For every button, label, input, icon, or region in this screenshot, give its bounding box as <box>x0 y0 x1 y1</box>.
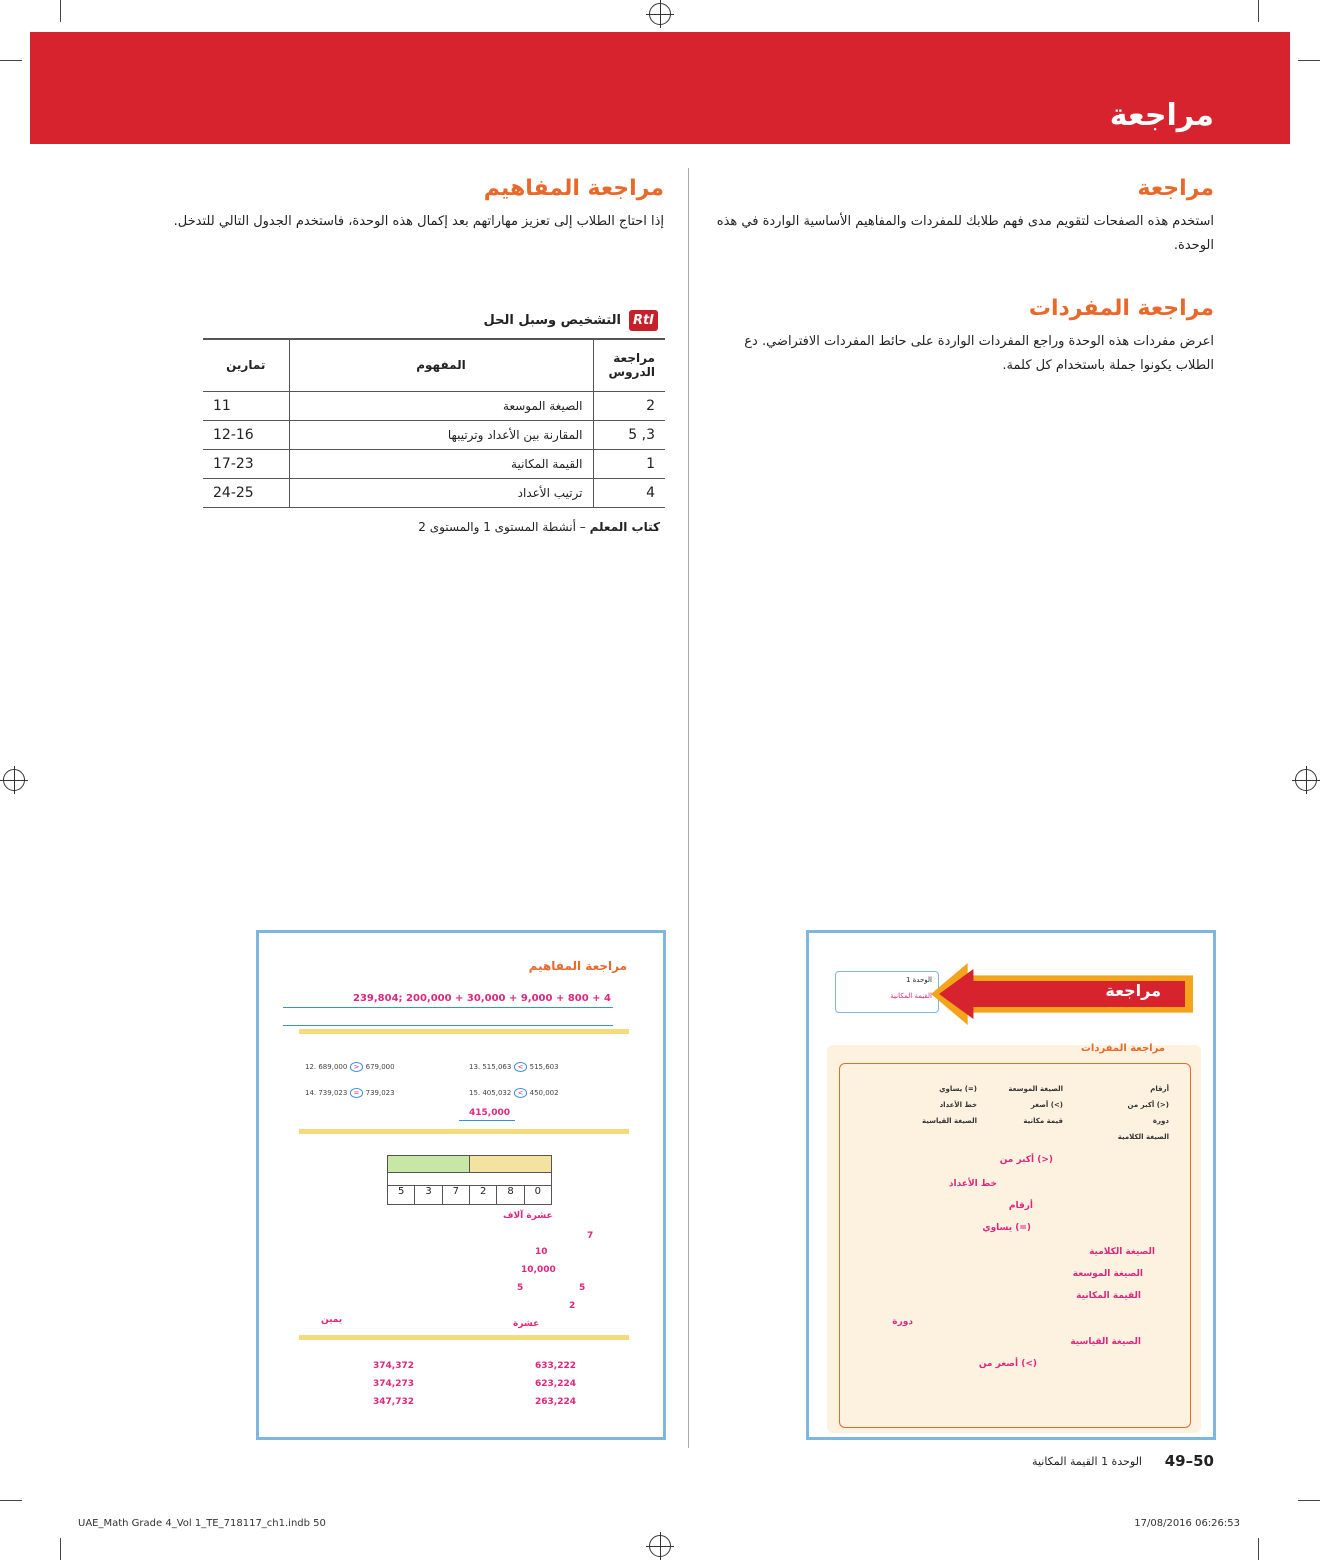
header-lessons: مراجعة الدروس <box>593 339 665 391</box>
vocab-answer: أكبر من (>) <box>999 1155 1053 1165</box>
q12: 12. 689,000 > 679,000 <box>305 1063 395 1071</box>
table-row <box>203 420 665 449</box>
cell-exercises: 12-16 <box>203 420 289 449</box>
registration-mark-icon <box>649 1535 671 1557</box>
header-banner <box>30 32 1290 144</box>
cmp-answer: > <box>350 1062 364 1072</box>
bank-word: أكبر من (>) <box>1127 1101 1169 1109</box>
q13: 13. 515,063 < 515,603 <box>469 1063 559 1071</box>
unit-tag <box>835 971 939 1013</box>
rti-logo: RtI <box>629 310 658 331</box>
bank-word: قيمة مكانية <box>1023 1117 1063 1125</box>
cell-lesson: 2 <box>593 391 665 420</box>
pv-answer: عشرة <box>513 1319 540 1329</box>
cmp-answer: < <box>514 1088 528 1098</box>
cell-exercises: 17-23 <box>203 449 289 478</box>
table-row <box>203 449 665 478</box>
slug-timestamp: 17/08/2016 06:26:53 <box>1134 1518 1240 1529</box>
concept-review-heading: مراجعة المفاهيم <box>483 176 664 201</box>
order25-answer: 623,224 <box>535 1379 576 1389</box>
pv-answer: 5 <box>517 1283 524 1293</box>
bank-word: دورة <box>1152 1117 1169 1125</box>
bank-word: أرقام <box>1150 1085 1169 1093</box>
cmp-answer: < <box>514 1062 528 1072</box>
cell-lesson: 4 <box>593 478 665 507</box>
rti-label: التشخيص وسبل الحل <box>483 313 621 328</box>
cell-exercises: 24-25 <box>203 478 289 507</box>
teacher-book-label: كتاب المعلم <box>589 520 660 534</box>
crop-mark <box>1258 1538 1259 1560</box>
section-rule <box>299 1029 629 1034</box>
cmp-answer: = <box>350 1088 364 1098</box>
digit: 2 <box>469 1186 496 1204</box>
order24-answer: 374,273 <box>373 1379 414 1389</box>
vocab-answer: خط الأعداد <box>948 1179 997 1189</box>
vocab-answer: يساوي (=) <box>982 1223 1031 1233</box>
vocab-box <box>839 1063 1191 1428</box>
bank-word: الصيغة القياسية <box>922 1117 977 1125</box>
concept-review-thumbnail <box>256 930 666 1440</box>
pv-answer: 10 <box>535 1247 548 1257</box>
table-row <box>203 391 665 420</box>
crop-mark <box>0 1500 22 1501</box>
order25-answer: 633,222 <box>535 1361 576 1371</box>
cell-concept: ترتيب الأعداد <box>289 478 593 507</box>
vocab-section-title: مراجعة المفردات <box>1080 1043 1165 1054</box>
slug-file: UAE_Math Grade 4_Vol 1_TE_718117_ch1.indb 50 <box>78 1518 326 1529</box>
vocab-answer: أرقام <box>1008 1201 1033 1211</box>
section-rule <box>299 1335 629 1340</box>
q15: 15. 405,032 < 450,002 <box>469 1089 559 1097</box>
digit: 5 <box>398 1186 405 1197</box>
order24-answer: 374,372 <box>373 1361 414 1371</box>
crop-mark <box>1298 1500 1320 1501</box>
table-header-row <box>203 339 665 391</box>
header-exercises: تمارين <box>203 339 289 391</box>
column-divider <box>688 168 689 1448</box>
bank-word: أصغر (<) <box>1030 1101 1063 1109</box>
vocab-answer: الصيغة الموسعة <box>1072 1269 1143 1279</box>
vocab-answer: القيمة المكانية <box>1076 1291 1141 1301</box>
page-number: 49–50 <box>1164 1452 1214 1470</box>
pv-answer: يمين <box>321 1315 343 1325</box>
crop-mark <box>60 0 61 22</box>
bank-word: يساوي (=) <box>939 1085 977 1093</box>
cell-concept: القيمة المكانية <box>289 449 593 478</box>
cell-lesson: 3, 5 <box>593 420 665 449</box>
teacher-book-note <box>418 520 660 534</box>
q16-answer: 415,000 <box>469 1108 510 1118</box>
place-value-chart <box>387 1155 552 1205</box>
thumb-title: مراجعة المفاهيم <box>528 959 627 973</box>
pv-answer: عشرة آلاف <box>503 1211 553 1221</box>
q14: 14. 739,023 = 739,023 <box>305 1089 395 1097</box>
crop-mark <box>60 1538 61 1560</box>
table-row <box>203 478 665 507</box>
rti-header <box>484 310 658 331</box>
vocab-review-thumbnail <box>806 930 1216 1440</box>
cell-concept: المقارنة بين الأعداد وترتيبها <box>289 420 593 449</box>
pv-answer: 5 <box>579 1283 586 1293</box>
registration-mark-icon <box>1295 769 1317 791</box>
footer-unit-label: الوحدة 1 القيمة المكانية <box>1032 1455 1142 1468</box>
vocab-answer: الصيغة القياسية <box>1070 1337 1141 1347</box>
cell-lesson: 1 <box>593 449 665 478</box>
answer-line <box>283 1007 613 1008</box>
answer-line <box>459 1120 515 1121</box>
bank-word: الصيغة الكلامية <box>1117 1133 1169 1141</box>
bank-word: خط الأعداد <box>939 1101 977 1109</box>
pv-answer: 10,000 <box>521 1265 556 1275</box>
review-paragraph: استخدم هذه الصفحات لتقويم مدى فهم طلابك للمفردات والمفاهيم الأساسية الواردة في هذه الوحدة. <box>716 214 1214 253</box>
vocab-review-heading: مراجعة المفردات <box>1028 296 1214 321</box>
vocab-answer: أصغر من (<) <box>978 1359 1037 1369</box>
order25-answer: 263,224 <box>535 1397 576 1407</box>
vocab-answer: دورة <box>892 1317 913 1327</box>
review-heading: مراجعة <box>1137 176 1214 201</box>
digit: 8 <box>496 1186 523 1204</box>
registration-mark-icon <box>3 769 25 791</box>
crop-mark <box>1258 0 1259 22</box>
answer-line <box>283 1025 613 1026</box>
crop-mark <box>0 60 22 61</box>
teacher-book-text: – أنشطة المستوى 1 والمستوى 2 <box>418 520 586 534</box>
rti-table <box>203 338 665 508</box>
registration-mark-icon <box>649 3 671 25</box>
digit: 7 <box>442 1186 469 1204</box>
thumb-title: مراجعة <box>1105 981 1161 1000</box>
unit-tag-sub: القيمة المكانية <box>890 992 932 1000</box>
digit: 3 <box>414 1186 441 1204</box>
header-concept: المفهوم <box>289 339 593 391</box>
digit: 0 <box>524 1186 551 1204</box>
order24-answer: 347,732 <box>373 1397 414 1407</box>
thumb-q11-answer: 239,804; 200,000 + 30,000 + 9,000 + 800 + 4 <box>353 993 611 1004</box>
cell-concept: الصيغة الموسعة <box>289 391 593 420</box>
bank-word: الصيغة الموسعة <box>1008 1085 1063 1093</box>
unit-tag-label: الوحدة 1 <box>905 976 932 984</box>
pv-answer: 7 <box>587 1231 594 1241</box>
vocab-answer: الصيغة الكلامية <box>1089 1247 1155 1257</box>
vocab-review-paragraph: اعرض مفردات هذه الوحدة وراجع المفردات الواردة على حائط المفردات الافتراضي. دع الطلاب يكونوا جملة باستخدام كل كلمة. <box>744 334 1214 373</box>
concept-review-paragraph: إذا احتاج الطلاب إلى تعزيز مهاراتهم بعد إكمال هذه الوحدة، فاستخدم الجدول التالي للتدخل. <box>173 214 664 229</box>
pv-answer: 2 <box>569 1301 576 1311</box>
section-rule <box>299 1129 629 1134</box>
crop-mark <box>1298 60 1320 61</box>
banner-title: مراجعة <box>1109 98 1214 133</box>
cell-exercises: 11 <box>203 391 289 420</box>
